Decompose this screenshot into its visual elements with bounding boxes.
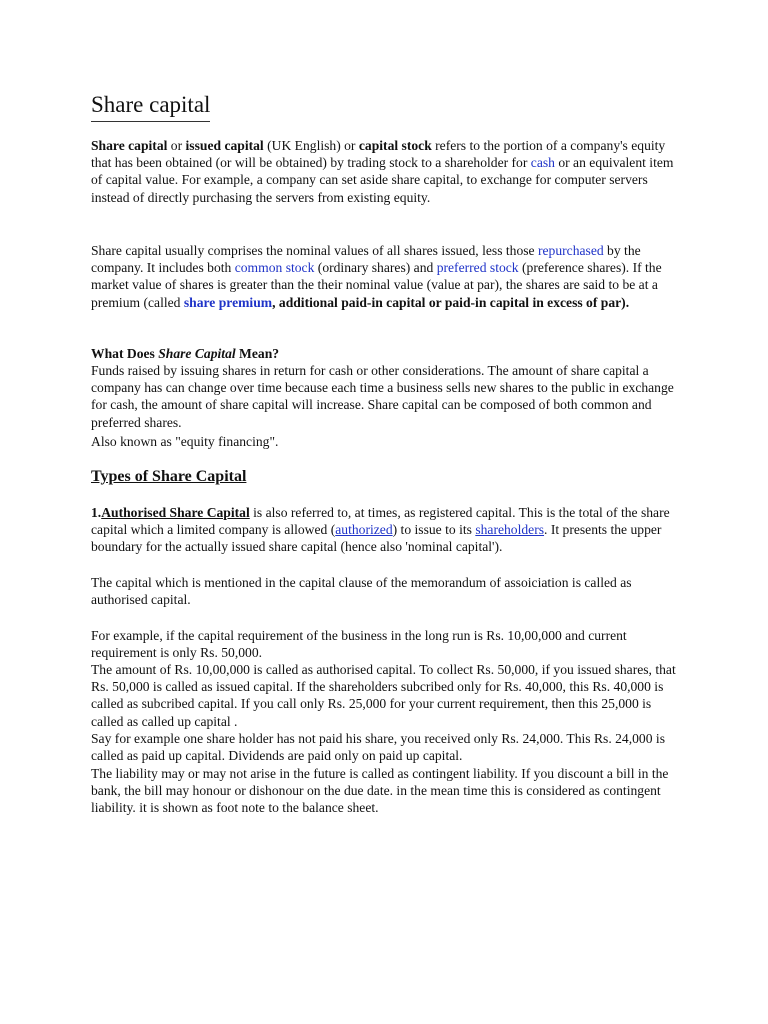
text: ) to issue to its [392,522,476,538]
example-line-2: The amount of Rs. 10,00,000 is called as authorised capital. To collect Rs. 50,000, if you issued shares, that Rs. 50,000 is called as issued capital. If the shareholders subcribed only for Rs. 40,000, this Rs. 40,000 is called as subcribed capital. If you call only Rs. 25,000 for your current requirement, then this 25,000 is called as called up capital . [91,662,676,729]
authorised-capital-paragraph [91,504,681,556]
text: Mean? [235,346,280,361]
term-share-capital: Share capital [91,138,168,153]
link-preferred-stock[interactable]: preferred stock [436,260,519,276]
definition-paragraph: Funds raised by issuing shares in return for cash or other considerations. The amount of share capital a company has can change over time because each time a business sells new shares to the public in exchange for cash, the amount of share capital will increase. Share capital can be composed of both common and preferred shares. [91,363,674,430]
contingent-liability-paragraph: The liability may or may not arise in the future is called as contingent liability. If you discount a bill in the bank, the bill may honour or dishonour on the due date. in the mean time this is considered as contingent liability. it is shown as foot note to the balance sheet. [91,766,669,816]
link-shareholders[interactable]: shareholders [475,522,545,538]
text-bold: , additional paid-in capital or paid-in capital in excess of par). [272,294,630,310]
example-line-1: For example, if the capital requirement of the business in the long run is Rs. 10,00,000 and current requirement is only Rs. 50,000. [91,628,627,661]
link-repurchased[interactable]: repurchased [537,243,604,258]
term-capital-stock: capital stock [358,138,432,153]
term-authorised-share-capital: Authorised Share Capital [101,505,250,520]
text: (preference shares). If the market value of shares is greater than the their nominal value (value at par), the shares are said to be at a premium (called [91,260,662,310]
text: What Does [91,346,159,361]
text: . It presents the upper boundary for the actually issued share capital (hence also 'nominal capital'). [91,522,662,555]
text: Share capital usually comprises the nominal values of all shares issued, less those [91,243,538,258]
memorandum-paragraph: The capital which is mentioned in the capital clause of the memorandum of assoiciation is called as authorised capital. [91,575,632,608]
text: or [167,138,186,153]
types-heading: Types of Share Capital [91,468,247,485]
text: is also referred to, at times, as registered capital. This is the total of the share capital which a limited company is allowed ( [91,505,670,538]
text: refers to the portion of a company's equity that has been obtained (or will be obtained) by trading stock to a shareholder for [91,138,666,171]
also-known-as: Also known as "equity financing". [91,434,279,449]
example-line-3: Say for example one share holder has not paid his share, you received only Rs. 24,000. This Rs. 24,000 is called as paid up capital. Dividends are paid only on paid up capital. [91,731,665,764]
what-does-heading [91,345,681,362]
link-authorized[interactable]: authorized [335,522,393,538]
link-cash[interactable]: cash [530,155,555,171]
list-number: 1. [91,505,102,520]
term-issued-capital: issued capital [185,138,264,153]
text: (UK English) or [263,138,359,153]
link-common-stock[interactable]: common stock [234,260,315,276]
text: or an equivalent item of capital value. For example, a company can set aside share capital, to exchange for computer servers instead of directly purchasing the servers from existing equity. [91,155,674,205]
link-share-premium[interactable]: share premium [183,294,273,310]
intro-paragraph [91,137,681,206]
page-title: Share capital [91,90,210,122]
text: (ordinary shares) and [314,260,437,276]
text-italic: Share Capital [158,346,236,361]
text: by the company. It includes both [91,243,641,276]
nominal-values-paragraph [91,242,681,311]
